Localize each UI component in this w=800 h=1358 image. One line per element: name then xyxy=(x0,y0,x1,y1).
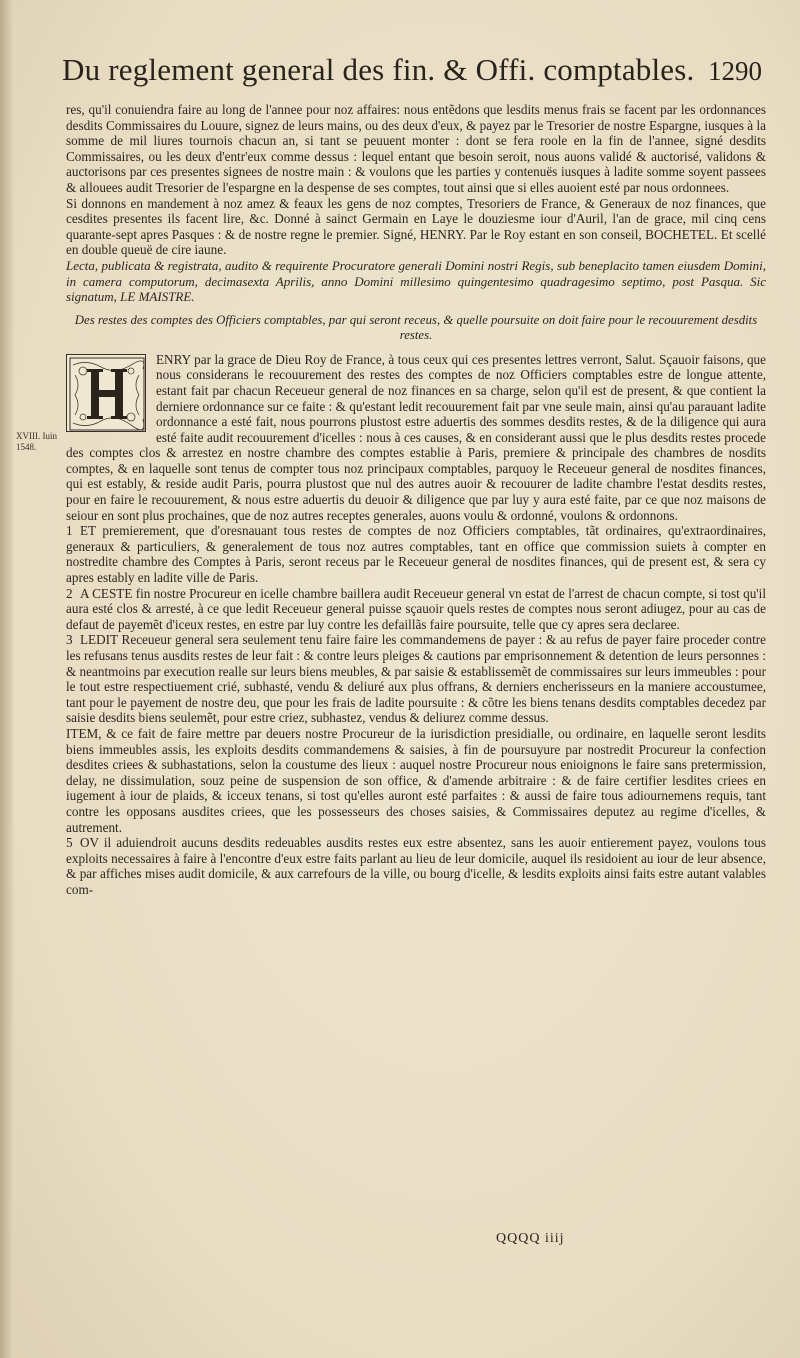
article-number: 1 xyxy=(66,523,73,539)
running-header xyxy=(62,52,762,92)
article-5 xyxy=(66,835,766,897)
article-item: ITEM, & ce fait de faire mettre par deuers nostre Procureur de la iurisdiction presidialle, ou ordinaire, en laquelle seront lesdits biens immeubles assis, les exploits desdits commandemens & saisies, à fin de poursuyure par nostredit Procureur la confection desdites criees & subhastations, selon la coustume des lieux : auquel nostre Procureur nous enioignons le faire sans pretermission, delay, ne dissimulation, souz peine de suspension de son office, & d'amende arbitraire : & de faire certifier lesdites criees en iugement à iour de plaids, & icceux tenans, si tost qu'elles auront esté parfaites : & aussi de faire tous adiournemens requis, tant contre les opposans ausdites criees, que les possesseurs des choses saisies, & Commissaires deputez au regime d'icelles, & autrement. xyxy=(66,725,766,835)
article-3 xyxy=(66,632,766,726)
article-text: A CESTE fin nostre Procureur en icelle chambre baillera audit Receueur general vn estat de l'arrest de chacun compte, si tost qu'il aura esté clos & arresté, à ce que ledit Receueur general puisse sçauoir quels restes de comptes nous seront adiugez, pour au cas de defaut de payemẽt d'iceux restes, en estre par luy contre les defaillãs faire poursuite, telle que cy apres sera declaree. xyxy=(66,585,766,632)
registration-note: Lecta, publicata & registrata, audito & requirente Procuratore generali Domini nostri Regis, sub beneplacito tamen eiusdem Domini, in camera computorum, decimasexta Aprilis, anno Domini millesimo quingentesimo quadragesimo septimo, post Pasqua. Sic signatum, LE MAISTRE. xyxy=(66,257,766,305)
paragraph-mandement: Si donnons en mandement à noz amez & feaux les gens de noz comptes, Tresoriers de France, & Generaux de noz finances, que cesdites presentes ils facent lire, &c. Donné à sainct Germain en Laye le douziesme iour d'Auril, l'an de grace, mil cinq cens quarante-sept apres Pasques : & de nostre regne le premier. Signé, HENRY. Par le Roy estant en son conseil, BOCHETEL. Et scellé en double queuë de cire iaune. xyxy=(66,195,766,258)
article-1 xyxy=(66,523,766,585)
article-number: 5 xyxy=(66,835,73,851)
binding-gutter xyxy=(0,0,14,1358)
signature-mark: QQQQ iiij xyxy=(496,1231,565,1246)
article-text: LEDIT Receueur general sera seulement tenu faire faire les commandemens de payer : & au refus de payer faire proceder contre les refusans tenus ausdits restes de leur fait : & contre leurs pleiges & cautions par emprisonnement & detention de leurs personnes : & neantmoins par execution realle sur leurs biens meubles, & par saisie & establissemẽt de commissaires sur leurs immeubles : pour le tout estre respectiuement crié, subhasté, vendu & deliuré aux plus offrans, & derniers encherisseurs en la maniere accoustumee, tant pour le payement de nostre deu, que pour les frais de ladite poursuite : & cõtre les biens tenans desdits comptables decedez par saisie desdits biens seulemẽt, pour estre criez, subhastez, vendus & deliurez comme dessus. xyxy=(66,632,766,726)
article-number: 2 xyxy=(66,585,73,601)
dropcap-h-initial xyxy=(66,354,146,432)
lettres-patentes xyxy=(66,352,766,524)
margin-note: XVIII. Iuin 1548. xyxy=(16,431,57,452)
section-rubric: Des restes des comptes des Officiers comptables, par qui seront receus, & quelle poursuite on doit faire pour le recouurement desdits restes. xyxy=(74,312,758,342)
paragraph-preamble: ENRY par la grace de Dieu Roy de France, à tous ceux qui ces presentes lettres verront, Salut. Sçauoir faisons, que nous considerans le recouurement des restes des comptes de noz Officiers comptables estre de longue attente, estant fait par chacun Receueur general de noz finances en sa charge, selon qu'il est de present, & que contient la derniere ordonnance sur ce faite : & qu'estant ledit recouurement fait par vne seule main, ainsi qu'au parauant ladite ordonnance a esté fait, nous pourrons plustost estre aduertis des sommes desdits restes, & de la diligence qui aura esté faite audit recouurement d'icelles : nous à ces causes, & en considerant aussi que le plus desdits restes procede des comptes clos & arrestez en nostre chambre des comptes establie à Paris, premiere & principale des chambres de nosdits comptes, & en laquelle sont tenus de compter tous noz principaux comptables, parquoy le Receueur general de nosdites finances, qui est estably, & reside audit Paris, pourra plustost que nul des autres auoir & recouurer de ladite chambre l'estat desdits restes, pour en faire le recouurement, & nous estre aduertis du deuoir & diligence que par luy y aura esté faite, par ce que noz maisons de seiour en sont plus prochaines, que de noz autres receptes generales, auons voulu & ordonné, voulons & ordonnons. xyxy=(66,351,766,523)
page-title: Du reglement general des fin. & Offi. comptables. xyxy=(62,52,695,87)
article-text: ET premierement, que d'oresnauant tous restes de comptes de noz Officiers comptables, tãt ordinaires, qu'extraordinaires, generaux & particuliers, & generalement de tous noz autres comptables, tant en office que commission suiets à compter en nostredite chambre des Comptes à Paris, seront receus par le Receueur general de nosdites finances, qui de present est, & sera cy apres estably en ladite ville de Paris. xyxy=(66,523,766,586)
article-2 xyxy=(66,586,766,633)
article-number: 3 xyxy=(66,632,73,648)
main-text xyxy=(66,102,766,898)
folio-number: 1290 xyxy=(708,56,762,86)
article-text: OV il aduiendroit aucuns desdits redeuables ausdits restes eux estre absentez, sans les auoir entierement payez, voulons tous exploits necessaires à faire à l'encontre d'eux estre faits parlant au lieu de leur domicile, auquel ils residoient au iour de leur absence, & par affiches mises audit domicile, & aux carrefours de la ville, ou bourg d'icelle, & lesdits exploits ainsi faits estre autant valables com- xyxy=(66,835,766,897)
paragraph-continuation: res, qu'il conuiendra faire au long de l'annee pour noz affaires: nous entẽdons que lesdits menus frais se facent par les ordonnances desdits Commissaires du Louure, signez de leurs mains, ou des deux d'eux, & payez par le Tresorier de nostre Espargne, iusques à la somme de mil liures tournois chacun an, si tant se peuuent monter : dont se fera roole en la fin de l'annee, signé desdits Commissaires, ou les deux d'entr'eux comme dessus : lequel entant que besoin seroit, nous auons validé & auctorisé, validons & auctorisons par ces presentes signees de nostre main : & voulons que les parties y contenuës iusques à ladite somme soyent passees & allouees audit Tresorier de l'espargne en la despense de ses comptes, tout ainsi que si elles auoient esté par nous ordonnees. xyxy=(66,102,766,195)
